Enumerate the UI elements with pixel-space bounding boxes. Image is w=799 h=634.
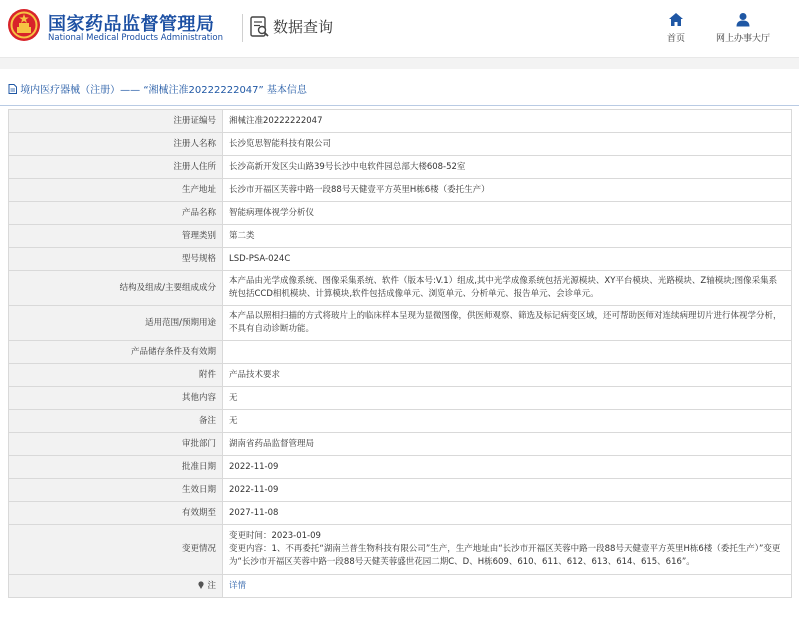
row-value: 2022-11-09	[223, 456, 792, 479]
nav-home-label: 首页	[666, 34, 685, 44]
table-row	[9, 433, 792, 456]
table-row	[9, 271, 792, 306]
org-name-cn: 国家药品监督管理局	[48, 14, 215, 35]
page-section-title: 数据查询	[273, 18, 334, 36]
home-icon	[668, 12, 684, 27]
breadcrumb	[0, 80, 799, 101]
row-label: 变更情况	[9, 525, 223, 575]
details-link[interactable]: 详情	[229, 580, 247, 591]
row-value: 2027-11-08	[223, 502, 792, 525]
table-row	[9, 387, 792, 410]
table-row	[9, 179, 792, 202]
row-label: 批准日期	[9, 456, 223, 479]
row-label: 注册证编号	[9, 110, 223, 133]
table-row	[9, 575, 792, 598]
change-time: 变更时间：2023-01-09	[229, 531, 321, 541]
row-label: 有效期至	[9, 502, 223, 525]
table-row	[9, 479, 792, 502]
table-row	[9, 202, 792, 225]
table-row	[9, 456, 792, 479]
note-label: 注	[207, 580, 216, 591]
table-row	[9, 225, 792, 248]
row-label: 型号规格	[9, 248, 223, 271]
table-row	[9, 341, 792, 364]
table-row	[9, 133, 792, 156]
nav-online-hall[interactable]	[706, 12, 780, 44]
row-value: 智能病理体视学分析仪	[223, 202, 792, 225]
detail-table	[8, 109, 792, 598]
row-value: 湖南省药品监督管理局	[223, 433, 792, 456]
row-label: 审批部门	[9, 433, 223, 456]
row-label: 生产地址	[9, 179, 223, 202]
row-label: 备注	[9, 410, 223, 433]
row-value: 湘械注准20222222047	[223, 110, 792, 133]
row-label: 注册人住所	[9, 156, 223, 179]
user-icon	[735, 12, 751, 27]
row-value	[223, 575, 792, 598]
document-icon	[8, 84, 17, 94]
row-value: 长沙高新开发区尖山路39号长沙中电软件园总部大楼608-52室	[223, 156, 792, 179]
row-label: 注册人名称	[9, 133, 223, 156]
row-label-note	[9, 575, 223, 598]
table-row	[9, 110, 792, 133]
row-value: 长沙市开福区芙蓉中路一段88号天健壹平方英里H栋6楼（委托生产）	[223, 179, 792, 202]
row-value: 本产品以照相扫描的方式将玻片上的临床样本呈现为显微图像，供医师观察、筛选及标记病变区域，还可帮助医师对连续病理切片进行体视学分析，不具有自动诊断功能。	[223, 306, 792, 341]
row-value: 无	[223, 387, 792, 410]
table-row	[9, 410, 792, 433]
change-history-cell	[223, 525, 792, 575]
detail-table-container	[8, 109, 792, 598]
site-header	[0, 0, 799, 57]
emblem-logo-icon	[7, 8, 41, 42]
table-row	[9, 306, 792, 341]
row-value: 2022-11-09	[223, 479, 792, 502]
row-label: 管理类别	[9, 225, 223, 248]
row-label: 产品名称	[9, 202, 223, 225]
row-label: 生效日期	[9, 479, 223, 502]
row-value: 第二类	[223, 225, 792, 248]
row-value: 本产品由光学成像系统、图像采集系统、软件（版本号:V.1）组成,其中光学成像系统包括光源模块、XY平台模块、光路模块、Z轴模块;图像采集系统包括CCD相机模块、计算模块,软件包括成像单元、浏览单元、分析单元、报告单元、会诊单元。	[223, 271, 792, 306]
nav-online-hall-label: 网上办事大厅	[715, 34, 770, 44]
row-label: 其他内容	[9, 387, 223, 410]
nav-home[interactable]	[646, 12, 706, 44]
row-value: 长沙览思智能科技有限公司	[223, 133, 792, 156]
row-value: 无	[223, 410, 792, 433]
table-row	[9, 248, 792, 271]
table-row	[9, 364, 792, 387]
table-row	[9, 525, 792, 575]
header-separator-band	[0, 57, 799, 69]
row-label: 结构及组成/主要组成成分	[9, 271, 223, 306]
header-divider	[242, 14, 243, 42]
breadcrumb-text: 境内医疗器械（注册）—— “湘械注准20222222047” 基本信息	[20, 85, 307, 96]
pin-icon	[197, 581, 205, 589]
table-row	[9, 502, 792, 525]
breadcrumb-rule	[0, 105, 799, 106]
row-value: 产品技术要求	[223, 364, 792, 387]
data-query-icon	[250, 16, 270, 38]
org-name-en: National Medical Products Administration	[48, 33, 223, 43]
row-value: LSD-PSA-024C	[223, 248, 792, 271]
change-content: 变更内容：1、不再委托“湖南兰普生物科技有限公司”生产，生产地址由“长沙市开福区芙蓉中路一段88号天健壹平方英里H栋6楼（委托生产）”变更为“长沙市开福区芙蓉中路一段88号天健芙蓉盛世花园二期C、D、H栋609、610、611、612、613、614、615、616”。	[229, 544, 781, 567]
row-label: 附件	[9, 364, 223, 387]
row-label: 产品储存条件及有效期	[9, 341, 223, 364]
row-label: 适用范围/预期用途	[9, 306, 223, 341]
table-row	[9, 156, 792, 179]
row-value	[223, 341, 792, 364]
